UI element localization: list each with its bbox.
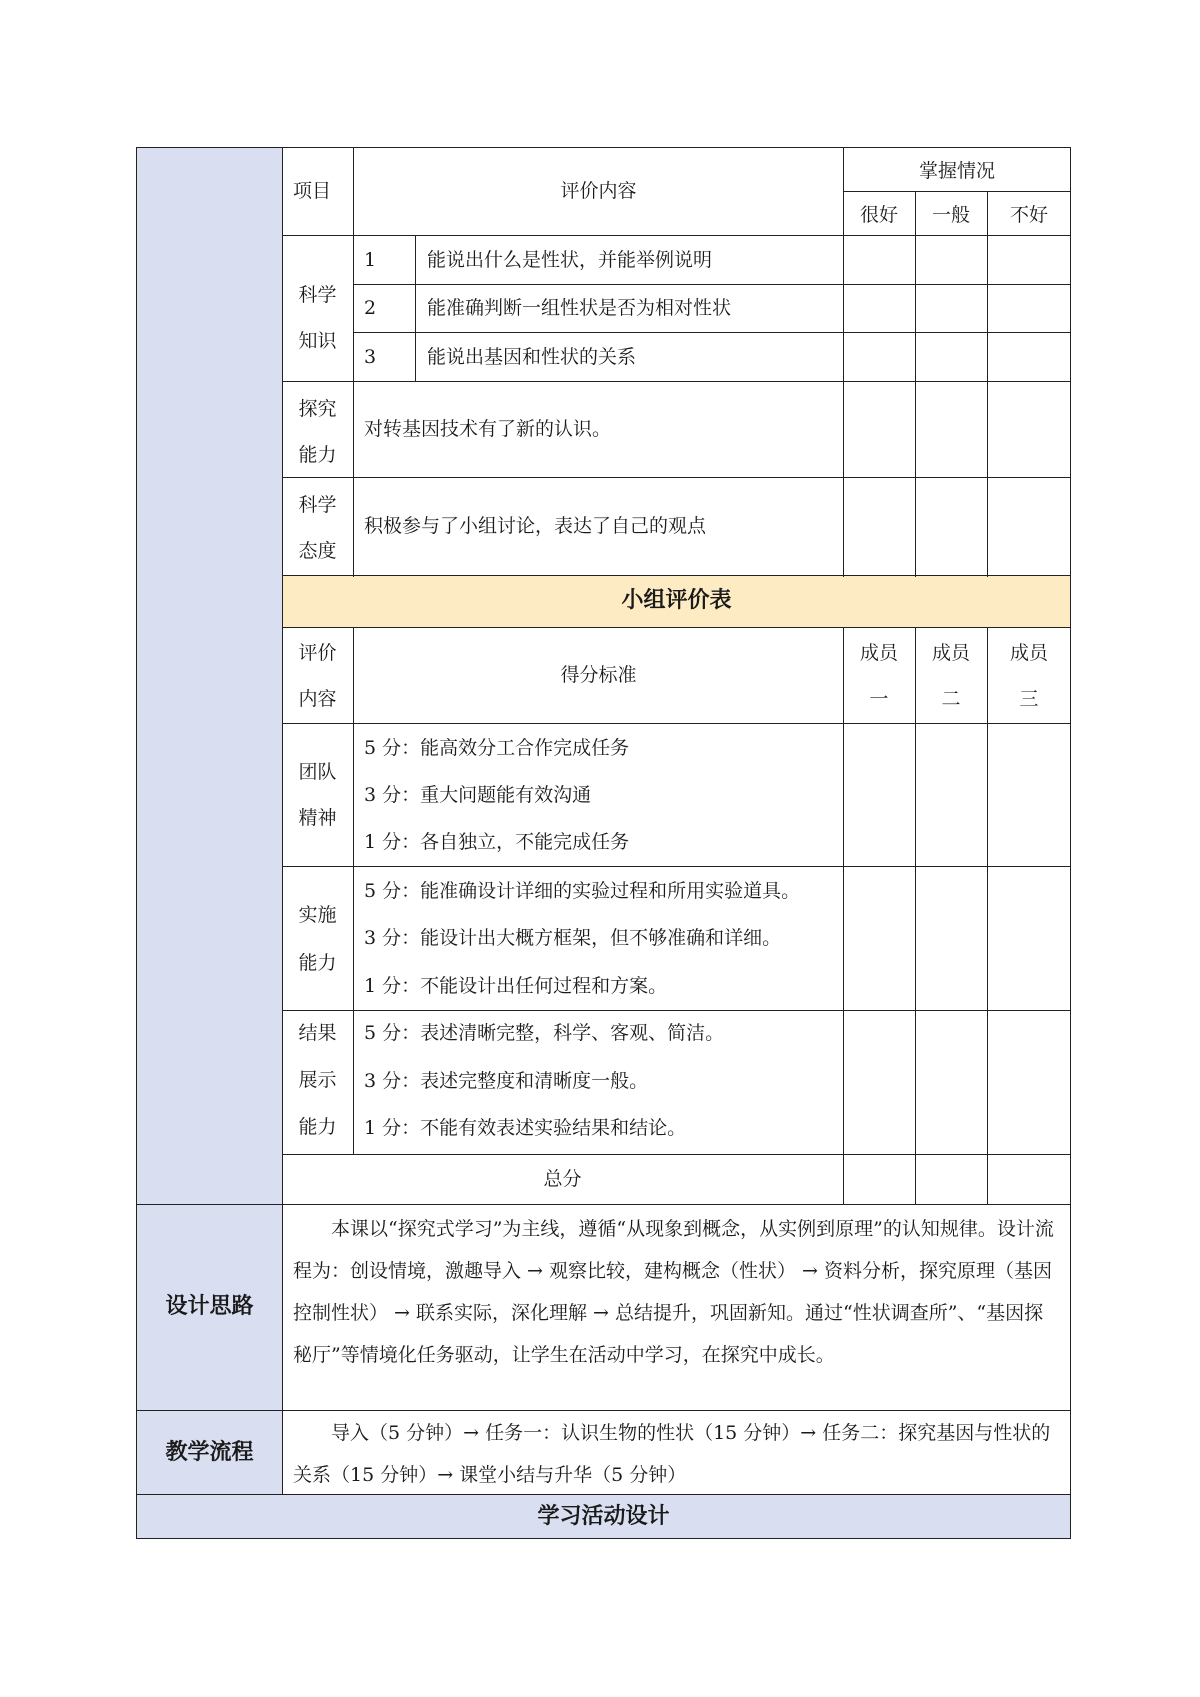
criteria-line: 1 分：不能有效表述实验结果和结论。 <box>364 1117 687 1139</box>
header-level-average: 一般 <box>931 204 970 226</box>
criteria-line: 3 分：重大问题能有效沟通 <box>364 784 592 806</box>
rule <box>282 1010 1071 1011</box>
rule <box>282 723 1071 724</box>
category-line: 态度 <box>298 540 337 562</box>
criteria-line: 5 分：能高效分工合作完成任务 <box>364 737 630 759</box>
rule <box>282 477 1071 478</box>
group-eval-title: 小组评价表 <box>621 588 732 613</box>
rule <box>415 235 416 382</box>
flow-label: 教学流程 <box>165 1440 254 1465</box>
row-text: 能说出基因和性状的关系 <box>427 346 637 368</box>
row-number: 2 <box>364 297 377 319</box>
criteria-line: 1 分：各自独立，不能完成任务 <box>364 831 630 853</box>
label-line: 展示 <box>298 1069 337 1091</box>
activity-title: 学习活动设计 <box>537 1504 670 1529</box>
criteria-line: 5 分：表述清晰完整，科学、客观、简洁。 <box>364 1022 725 1044</box>
rule <box>353 147 354 577</box>
rule <box>136 1410 1071 1411</box>
label-line: 能力 <box>298 952 337 974</box>
attitude-text: 积极参与了小组讨论，表达了自己的观点 <box>364 515 707 537</box>
header-line: 内容 <box>298 688 337 710</box>
group-header-content <box>282 630 353 722</box>
rule <box>282 575 1071 576</box>
header-line: 一 <box>869 688 889 710</box>
header-level-poor: 不好 <box>1009 204 1048 226</box>
row-text: 能说出什么是性状，并能举例说明 <box>427 249 713 271</box>
label-line: 实施 <box>298 904 337 926</box>
rule <box>282 866 1071 867</box>
header-line: 成员 <box>931 642 970 664</box>
row-number: 1 <box>364 249 377 271</box>
header-mastery: 掌握情况 <box>918 160 995 182</box>
group-label-presentation <box>282 1010 353 1151</box>
rule <box>915 191 916 577</box>
criteria-line: 5 分：能准确设计详细的实验过程和所用实验道具。 <box>364 880 801 902</box>
row-text: 能准确判断一组性状是否为相对性状 <box>427 297 732 319</box>
inquiry-text: 对转基因技术有了新的认识。 <box>364 418 612 440</box>
header-level-good: 很好 <box>859 204 898 226</box>
category-attitude <box>282 482 353 574</box>
rule <box>353 627 354 1155</box>
category-science-knowledge <box>282 272 353 364</box>
header-line: 评价 <box>298 642 337 664</box>
label-line: 结果 <box>298 1022 337 1044</box>
group-header-member-1 <box>843 630 915 722</box>
rule <box>282 381 1071 382</box>
label-line: 团队 <box>298 761 337 783</box>
row-number: 3 <box>364 346 377 368</box>
total-label: 总分 <box>543 1168 582 1190</box>
rule <box>282 235 1071 236</box>
header-line: 成员 <box>1009 642 1048 664</box>
rule <box>354 332 1071 333</box>
category-inquiry <box>282 386 353 478</box>
group-header-criteria: 得分标准 <box>560 664 637 686</box>
group-label-implementation <box>282 891 353 987</box>
label-line: 能力 <box>298 1116 337 1138</box>
rule <box>282 1154 1071 1155</box>
header-line: 成员 <box>859 642 898 664</box>
criteria-line: 3 分：能设计出大概方框架，但不够准确和详细。 <box>364 927 782 949</box>
design-text: 本课以“探究式学习”为主线，遵循“从现象到概念，从实例到原理”的认知规律。设计流程为：创设情境，激趣导入 → 观察比较，建构概念（性状） → 资料分析，探究原理（基因控制性状） → 联系实际，深化理解 → 总结提升，巩固新知。通过“性状调查所”、“基因探秘厅”等情境化任务驱动，让学生在活动中学习，在探究中成长。 <box>293 1218 1054 1366</box>
header-item: 项目 <box>293 180 332 202</box>
group-header-member-3 <box>987 630 1071 722</box>
rule <box>282 627 1071 628</box>
rule <box>136 1204 1071 1205</box>
flow-text: 导入（5 分钟）→ 任务一：认识生物的性状（15 分钟）→ 任务二：探究基因与性状的关系（15 分钟）→ 课堂小结与升华（5 分钟） <box>293 1422 1051 1486</box>
label-line: 精神 <box>298 807 337 829</box>
category-line: 科学 <box>298 494 337 516</box>
criteria-line: 1 分：不能设计出任何过程和方案。 <box>364 975 668 997</box>
category-line: 知识 <box>298 330 337 352</box>
rule <box>987 191 988 577</box>
header-content: 评价内容 <box>560 180 637 202</box>
category-line: 能力 <box>298 444 337 466</box>
category-line: 探究 <box>298 398 337 420</box>
rule <box>354 284 1071 285</box>
rule <box>843 191 1071 192</box>
header-line: 二 <box>941 688 961 710</box>
design-label: 设计思路 <box>165 1294 254 1319</box>
category-line: 科学 <box>298 284 337 306</box>
group-label-teamwork <box>282 749 353 841</box>
header-line: 三 <box>1019 688 1039 710</box>
group-header-member-2 <box>915 630 987 722</box>
criteria-line: 3 分：表述完整度和清晰度一般。 <box>364 1070 649 1092</box>
